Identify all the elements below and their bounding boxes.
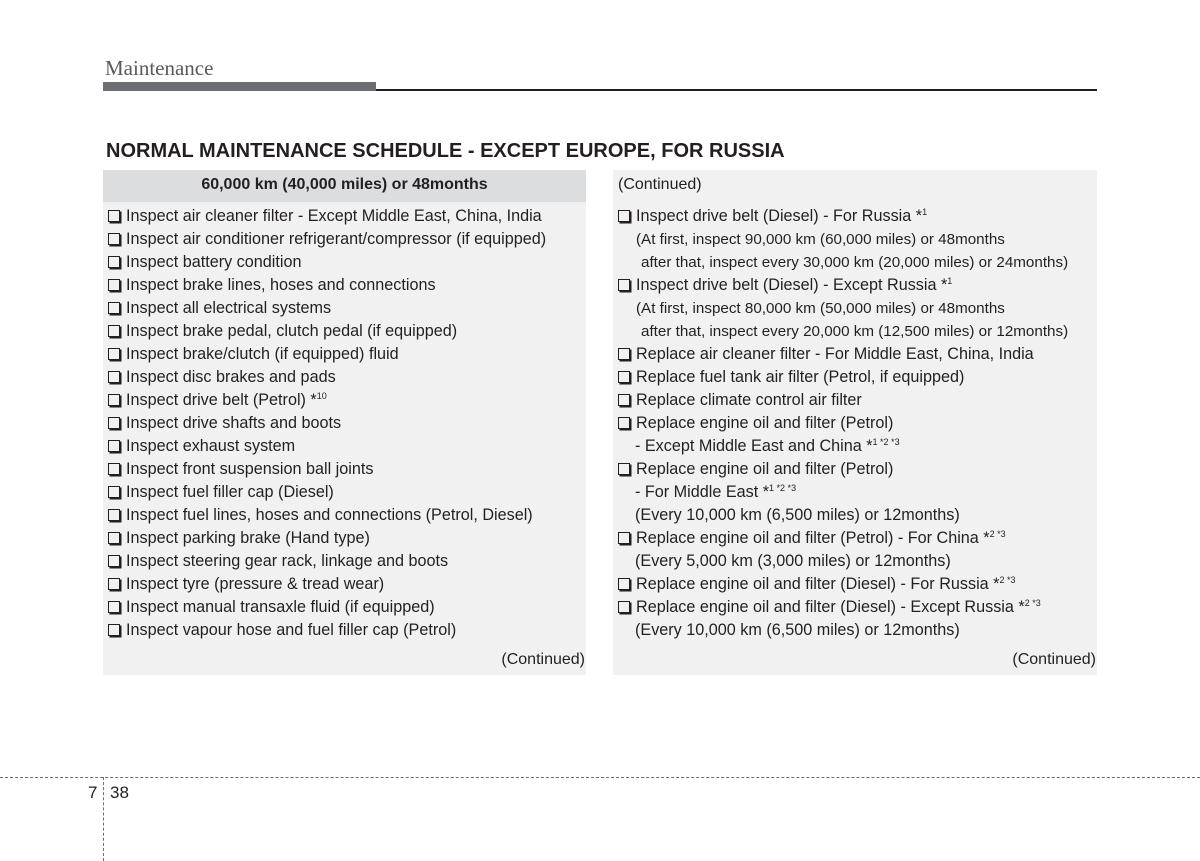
checklist-item [618,389,1097,412]
item-text: Inspect brake lines, hoses and connections [126,276,436,294]
item-text: Inspect front suspension ball joints [126,460,374,478]
checklist-item [108,504,586,527]
item-text: after that, inspect every 30,000 km (20,000 miles) or 24months) [641,254,1069,271]
header-rule-thin [376,89,1097,91]
item-text: Inspect air cleaner filter - Except Middle East, China, India [126,207,542,225]
checkbox-icon [108,348,120,360]
checklist-item [108,274,586,297]
checkbox-icon [618,417,630,429]
checkbox-icon [108,233,120,245]
item-text: - For Middle East * [635,483,770,501]
page-heading: NORMAL MAINTENANCE SCHEDULE - EXCEPT EUROPE, FOR RUSSIA [106,140,785,162]
item-text: Replace engine oil and filter (Petrol) - For China * [636,529,990,547]
checklist-note [618,297,1097,320]
checkbox-icon [108,371,120,383]
left-column-header: 60,000 km (40,000 miles) or 48months [103,170,586,202]
checkbox-icon [618,210,630,222]
checklist-note [618,504,1097,527]
checkbox-icon [108,417,120,429]
item-text: (At first, inspect 80,000 km (50,000 miles) or 48months [636,300,1005,317]
chapter-number: 7 [88,783,98,802]
checklist-item [108,320,586,343]
item-text: Inspect tyre (pressure & tread wear) [126,575,385,593]
footer-dashed-line [0,777,1200,778]
checklist-item [108,205,586,228]
checkbox-icon [108,394,120,406]
footnote-marker: 1 [947,276,953,286]
right-continued-top: (Continued) [618,176,702,193]
checkbox-icon [618,348,630,360]
left-continued: (Continued) [501,651,585,668]
checkbox-icon [108,486,120,498]
checklist-item [108,412,586,435]
checklist-item [108,619,586,642]
footnote-marker: 10 [316,391,327,401]
item-text: Inspect air conditioner refrigerant/compressor (if equipped) [126,230,547,248]
item-text: Inspect parking brake (Hand type) [126,529,370,547]
checklist-note [618,228,1097,251]
header-rule-thick [103,82,376,91]
item-text: Replace climate control air filter [636,391,862,409]
right-continued: (Continued) [1012,651,1096,668]
checklist-note [618,619,1097,642]
checklist-item [108,297,586,320]
checkbox-icon [108,279,120,291]
checkbox-icon [618,578,630,590]
checklist-item [108,550,586,573]
item-text: Replace fuel tank air filter (Petrol, if equipped) [636,368,965,386]
footnote-marker: 1 *2 *3 [872,437,900,447]
item-text: Inspect fuel lines, hoses and connections (Petrol, Diesel) [126,506,533,524]
checklist-note [618,320,1097,343]
item-text: Replace engine oil and filter (Diesel) - Except Russia * [636,598,1025,616]
item-text: Inspect steering gear rack, linkage and boots [126,552,449,570]
item-text: Inspect manual transaxle fluid (if equipped) [126,598,435,616]
checklist-item [108,251,586,274]
checklist-item [618,596,1097,619]
checklist-item [108,527,586,550]
item-text: Inspect all electrical systems [126,299,332,317]
checkbox-icon [108,302,120,314]
item-text: (Every 5,000 km (3,000 miles) or 12months) [635,552,951,570]
footnote-marker: 1 [922,207,928,217]
item-text: (Every 10,000 km (6,500 miles) or 12months) [635,506,960,524]
item-text: (At first, inspect 90,000 km (60,000 miles) or 48months [636,231,1005,248]
footnote-marker: 2 *3 [1024,598,1041,608]
checklist-item [108,228,586,251]
checklist-item [618,573,1097,596]
footnote-marker: 2 *3 [999,575,1016,585]
checklist-note [618,251,1097,274]
item-text: - Except Middle East and China * [635,437,873,455]
section-title: Maintenance [105,56,214,80]
checkbox-icon [108,624,120,636]
checkbox-icon [618,394,630,406]
item-text: Inspect vapour hose and fuel filler cap (Petrol) [126,621,457,639]
checklist-item [108,343,586,366]
checkbox-icon [618,371,630,383]
item-text: Replace engine oil and filter (Petrol) [636,460,894,478]
checklist-item [618,366,1097,389]
item-text: after that, inspect every 20,000 km (12,500 miles) or 12months) [641,323,1069,340]
footnote-marker: 1 *2 *3 [769,483,797,493]
checklist-item [618,343,1097,366]
right-items [618,205,1097,642]
footnote-marker: 2 *3 [989,529,1006,539]
item-text: Inspect disc brakes and pads [126,368,336,386]
left-items [108,205,586,642]
item-text: Inspect brake/clutch (if equipped) fluid [126,345,399,363]
item-text: Inspect exhaust system [126,437,296,455]
checkbox-icon [108,256,120,268]
item-text: Inspect drive belt (Diesel) - Except Russia * [636,276,948,294]
checklist-item [618,274,1097,297]
item-text: Inspect drive shafts and boots [126,414,342,432]
left-column [103,170,586,675]
checkbox-icon [108,440,120,452]
checklist-item [618,412,1097,435]
item-text: Inspect brake pedal, clutch pedal (if equipped) [126,322,458,340]
checklist-item [108,596,586,619]
checklist-item [618,458,1097,481]
checkbox-icon [618,279,630,291]
checkbox-icon [108,578,120,590]
item-text: Replace engine oil and filter (Diesel) - For Russia * [636,575,1000,593]
checkbox-icon [108,555,120,567]
checklist-note [618,550,1097,573]
item-text: Inspect drive belt (Petrol) * [126,391,317,409]
checkbox-icon [108,325,120,337]
checklist-note [618,435,1097,458]
checkbox-icon [108,509,120,521]
item-text: Inspect battery condition [126,253,302,271]
checklist-item [108,435,586,458]
item-text: Replace air cleaner filter - For Middle East, China, India [636,345,1034,363]
item-text: Inspect fuel filler cap (Diesel) [126,483,334,501]
page-number: 38 [110,783,129,802]
checklist-item [108,389,586,412]
item-text: Inspect drive belt (Diesel) - For Russia * [636,207,923,225]
footer-dashed-divider [103,777,104,861]
checkbox-icon [618,463,630,475]
right-column [613,170,1097,675]
checkbox-icon [108,532,120,544]
checklist-item [108,458,586,481]
checkbox-icon [618,532,630,544]
checklist-item [618,205,1097,228]
checklist-note [618,481,1097,504]
checkbox-icon [108,601,120,613]
checklist-item [108,481,586,504]
item-text: (Every 10,000 km (6,500 miles) or 12months) [635,621,960,639]
checkbox-icon [618,601,630,613]
checklist-item [108,366,586,389]
checkbox-icon [108,463,120,475]
checklist-item [618,527,1097,550]
checklist-item [108,573,586,596]
checkbox-icon [108,210,120,222]
item-text: Replace engine oil and filter (Petrol) [636,414,894,432]
